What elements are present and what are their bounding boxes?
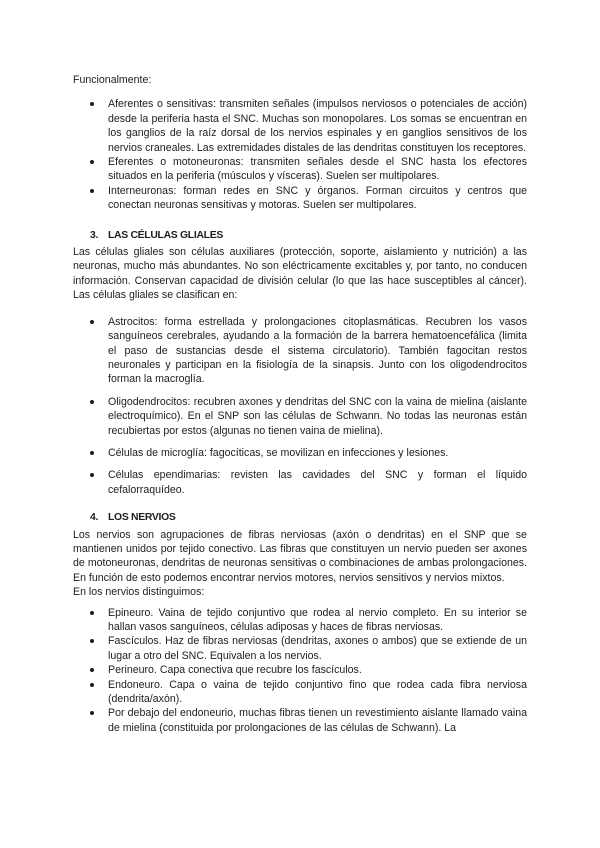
list-item: Aferentes o sensitivas: transmiten señales (impulsos nerviosos o potenciales de acción) desde la periferia hasta el SNC. Muchas son monopolares. Los somas se encuentran en los ganglios de la raíz dorsal de los nervios espinales y en ganglios sensitivos de los nervios craneales. Las extremidades distales de las dendritas constituyen los receptores. [73,97,527,155]
page-content [73,73,527,735]
glial-paragraph: Las células gliales son células auxiliares (protección, soporte, aislamiento y nutrición) a las neuronas, mucho más abundantes. No son eléctricamente excitables y, por tanto, no conducen información. Conservan capacidad de división celular (lo que las hace susceptibles al cáncer). Las células gliales se clasifican en: [73,246,527,302]
list-item: Perineuro. Capa conectiva que recubre los fascículos. [73,663,527,677]
section-heading-glial [73,229,527,243]
list-item: Epineuro. Vaina de tejido conjuntivo que rodea al nervio completo. En su interior se hallan vasos sanguíneos, células adiposas y haces de fibras nerviosas. [73,606,527,635]
list-item: Interneuronas: forman redes en SNC y órganos. Forman circuitos y centros que conectan neuronas sensitivas y motoras. Suelen ser multipolares. [73,184,527,213]
intro-label: Funcionalmente: [73,74,152,86]
section-number: 4. [90,512,99,524]
list-item: Células ependimarias: revisten las cavidades del SNC y forman el líquido cefalorraquídeo. [73,468,527,497]
section-number: 3. [90,229,99,241]
list-item: Células de microglía: fagocíticas, se movilizan en infecciones y lesiones. [73,446,527,460]
list-item: Endoneuro. Capa o vaina de tejido conjuntivo fino que rodea cada fibra nerviosa (dendrita/axón). [73,678,527,707]
list-item: Astrocitos: forma estrellada y prolongaciones citoplasmáticas. Recubren los vasos sanguíneos cerebrales, ayudando a la formación de la barrera hematoencefálica (limita el paso de sustancias desde el sistema circulatorio). También fagocitan restos neuronales y participan en la fisiología de la sinapsis. Junto con los oligodendrocitos forman la macroglía. [73,315,527,387]
section-heading-nerves [73,511,527,525]
list-item: Oligodendrocitos: recubren axones y dendritas del SNC con la vaina de mielina (aislante electroquímico). En el SNP son las células de Schwann. No todas las neuronas están recubiertas por estos (algunas no tienen vaina de mielina). [73,395,527,438]
section-title: LOS NERVIOS [108,512,176,524]
nerves-paragraph: Los nervios son agrupaciones de fibras nerviosas (axón o dendritas) en el SNP que se mantienen unidos por tejido conectivo. Las fibras que constituyen un nervio pueden ser axones de motoneuronas, dendritas de neuronas sensitivas o combinaciones de ambas prolongaciones. En función de esto podemos encontrar nervios motores, nervios sensitivos y nervios mixtos. [73,528,527,584]
functional-list [73,97,527,212]
list-item: Fascículos. Haz de fibras nerviosas (dendritas, axones o ambos) que se extiende de un lugar a otro del SNC. Equivalen a los nervios. [73,634,527,663]
list-item: Eferentes o motoneuronas: transmiten señales desde el SNC hasta los efectores situados en la periferia (músculos y vísceras). Suelen ser multipolares. [73,155,527,184]
list-item: Por debajo del endoneurio, muchas fibras tienen un revestimiento aislante llamado vaina de mielina (constituida por prolongaciones de las células de Schwann). La [73,706,527,735]
nerves-lead: En los nervios distinguimos: [73,586,205,599]
nerves-list [73,606,527,736]
section-title: LAS CÉLULAS GLIALES [108,229,223,241]
glial-list [73,315,527,497]
